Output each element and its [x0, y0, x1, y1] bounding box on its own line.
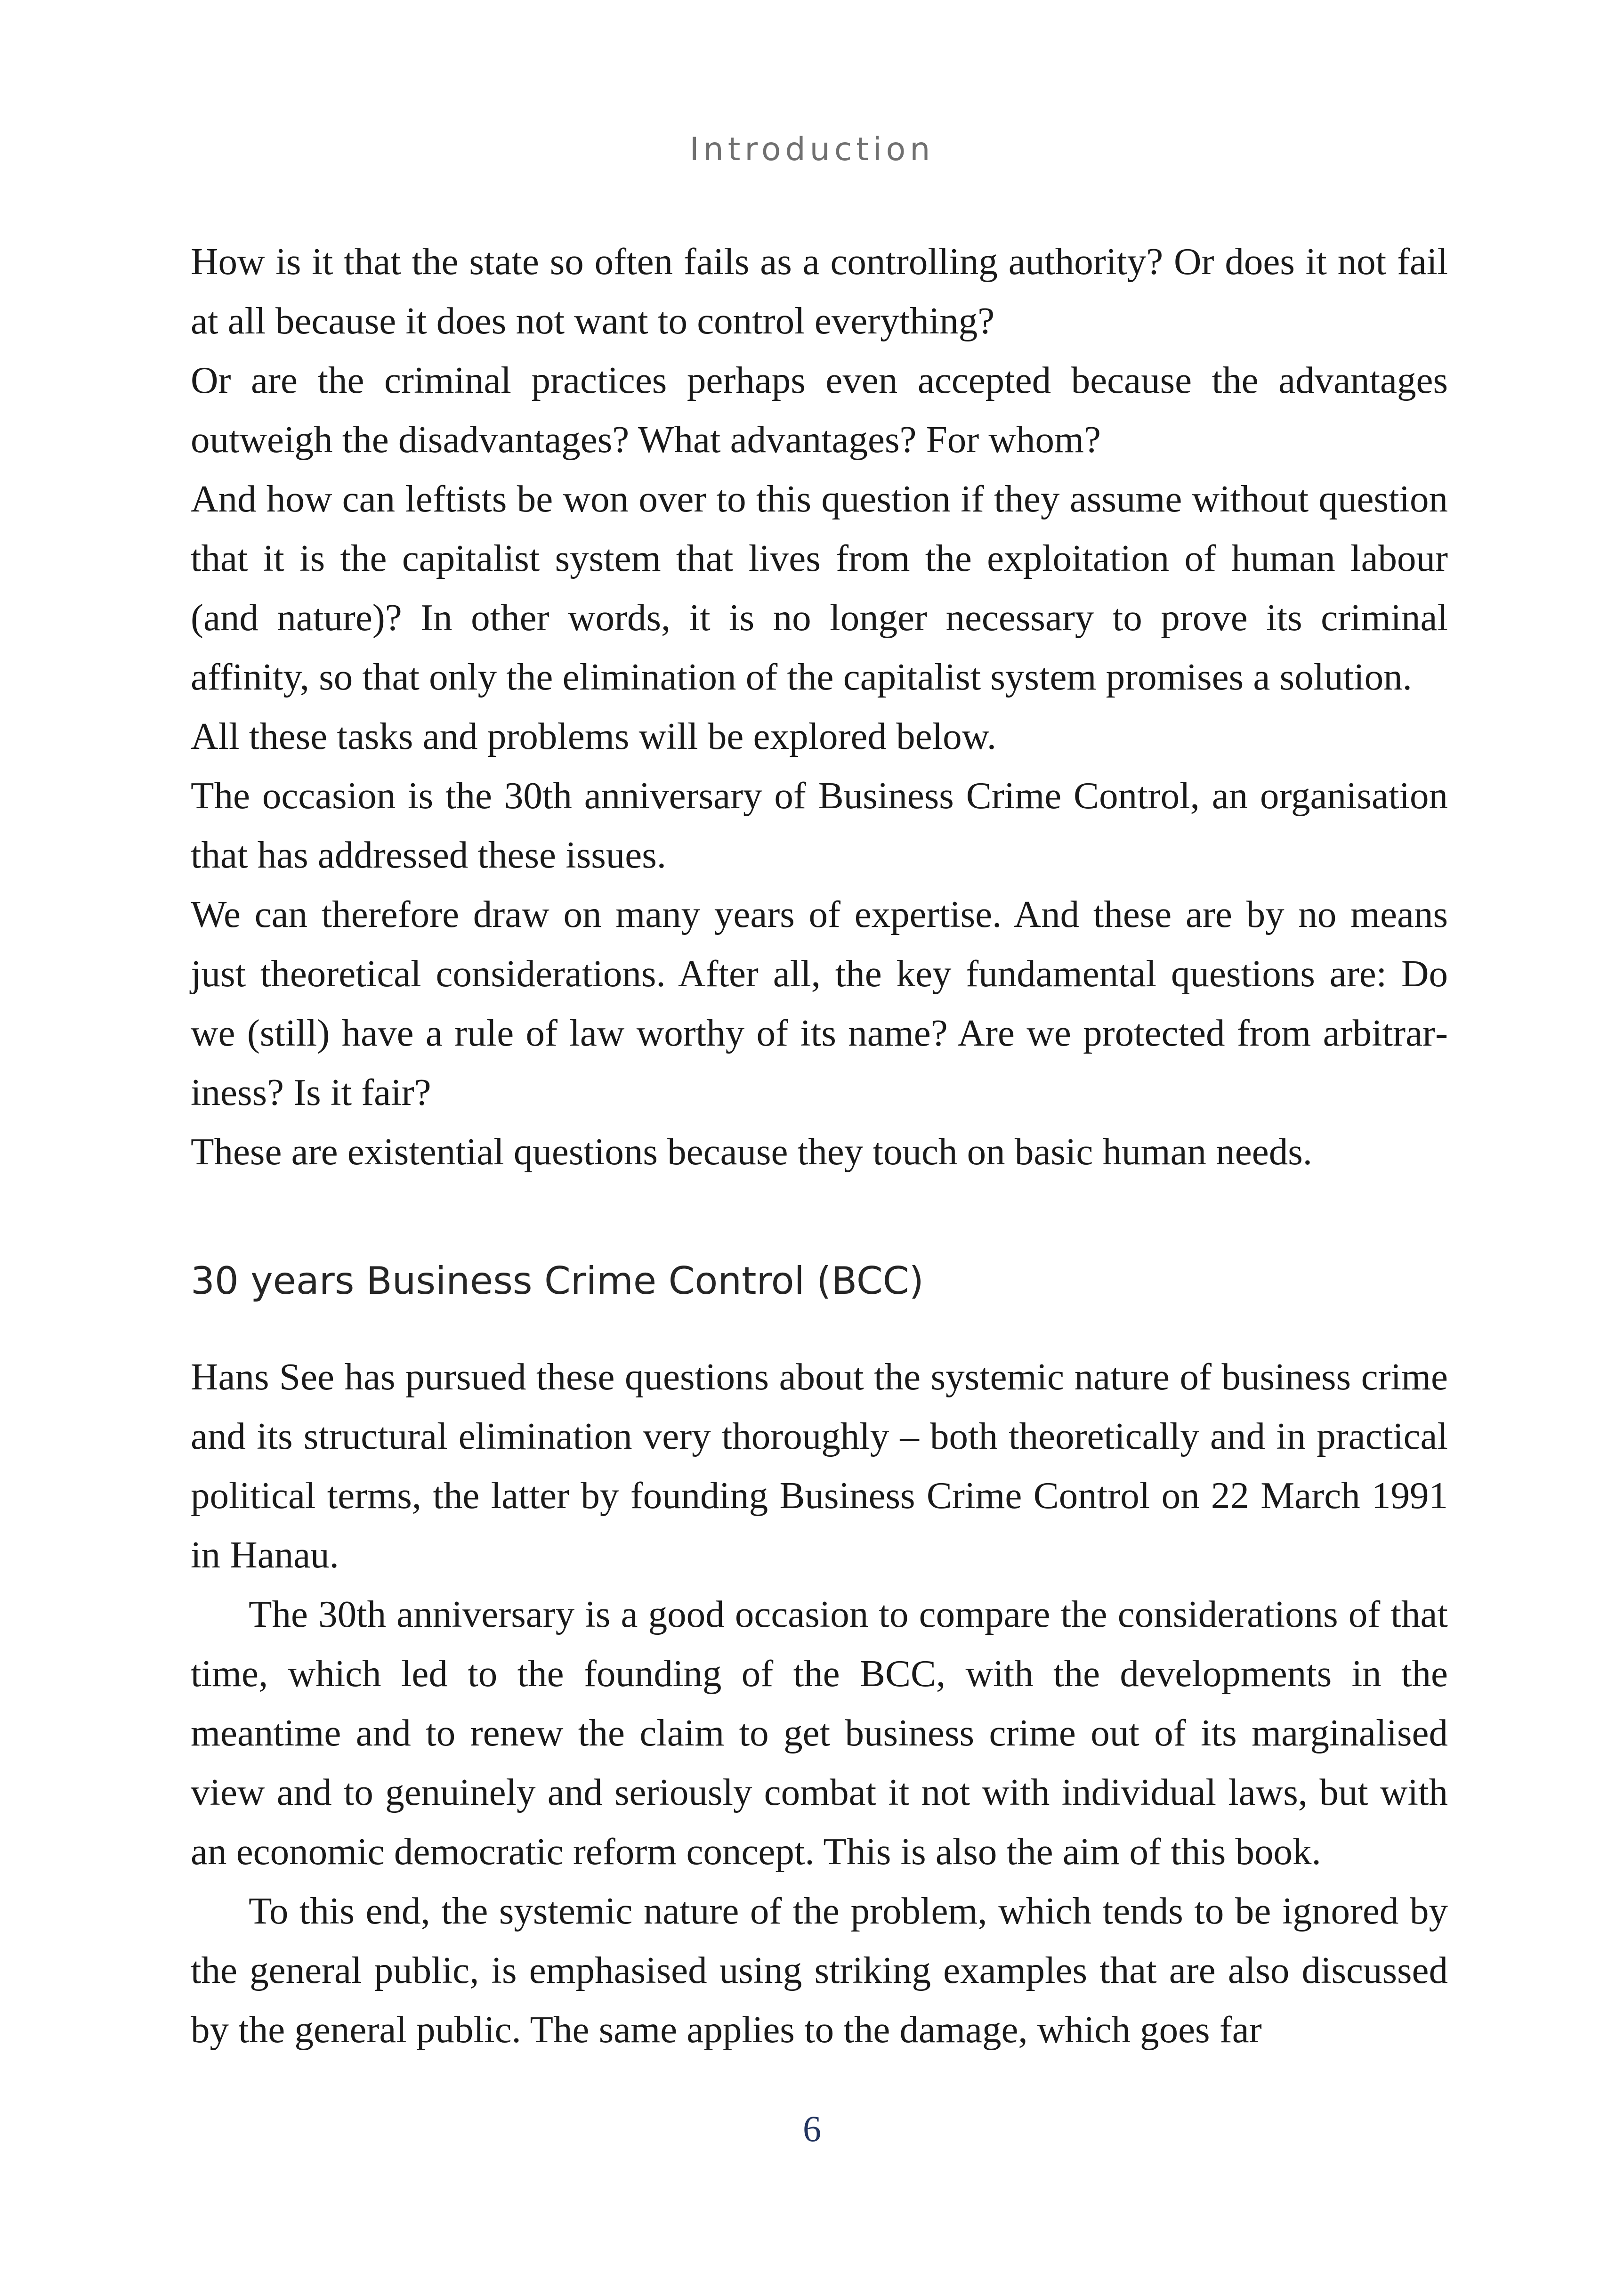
paragraph: These are existential questions because they touch on basic human needs. — [191, 1130, 1312, 1173]
paragraph: The 30th anniversary is a good occasion to compare the considerations of that time, which led to the founding of the BCC, with the developments in the meantime and to renew the claim to get business crime out of its marginalised view and to genuinely and seriously combat it not with individual laws, but with an economic democratic reform concept. This is also the aim of this book. — [191, 1593, 1448, 1873]
paragraph: Hans See has pursued these questions about the systemic nature of business crime and its structural elimination very thoroughly – both theoretically and in practical political terms, the latter by founding Business Crime Control on 22 March 1991 in Hanau. — [191, 1356, 1448, 1576]
running-head: Introduction — [689, 131, 935, 168]
paragraph: How is it that the state so often fails as a controlling authority? Or does it not fail at all because it does not want to control everything? — [191, 240, 1448, 342]
intro-text-block — [191, 232, 1448, 1181]
paragraph: To this end, the systemic nature of the problem, which tends to be ignored by the general public, is emphasised using striking examples that are also discussed by the general public. The same applies to the damage, which goes far — [191, 1890, 1448, 2051]
paragraph: Or are the criminal practices perhaps even accepted because the advantages outweigh the disadvantages? What advantages? For whom? — [191, 359, 1448, 461]
paragraph: All these tasks and problems will be explored below. — [191, 715, 997, 757]
section-heading: 30 years Business Crime Control (BCC) — [191, 1259, 924, 1303]
paragraph: And how can leftists be won over to this question if they assume without question that it is the capitalist system that lives from the exploitation of human labour (and nature)? In other words, it is no longer necessary to prove its criminal affinity, so that only the elimination of the capitalist system promises a solution. — [191, 478, 1448, 698]
paragraph: We can therefore draw on many years of expertise. And these are by no means just theoretical considerations. After all, the key fundamental questions are: Do we (still) have a rule of law worthy of its name? Are we protected from arbitrariness? Is it fair? — [191, 893, 1448, 1113]
section-text-block — [191, 1347, 1448, 2059]
page-number: 6 — [803, 2108, 821, 2149]
paragraph: The occasion is the 30th anniversary of Business Crime Control, an organisation that has addressed these issues. — [191, 774, 1448, 876]
